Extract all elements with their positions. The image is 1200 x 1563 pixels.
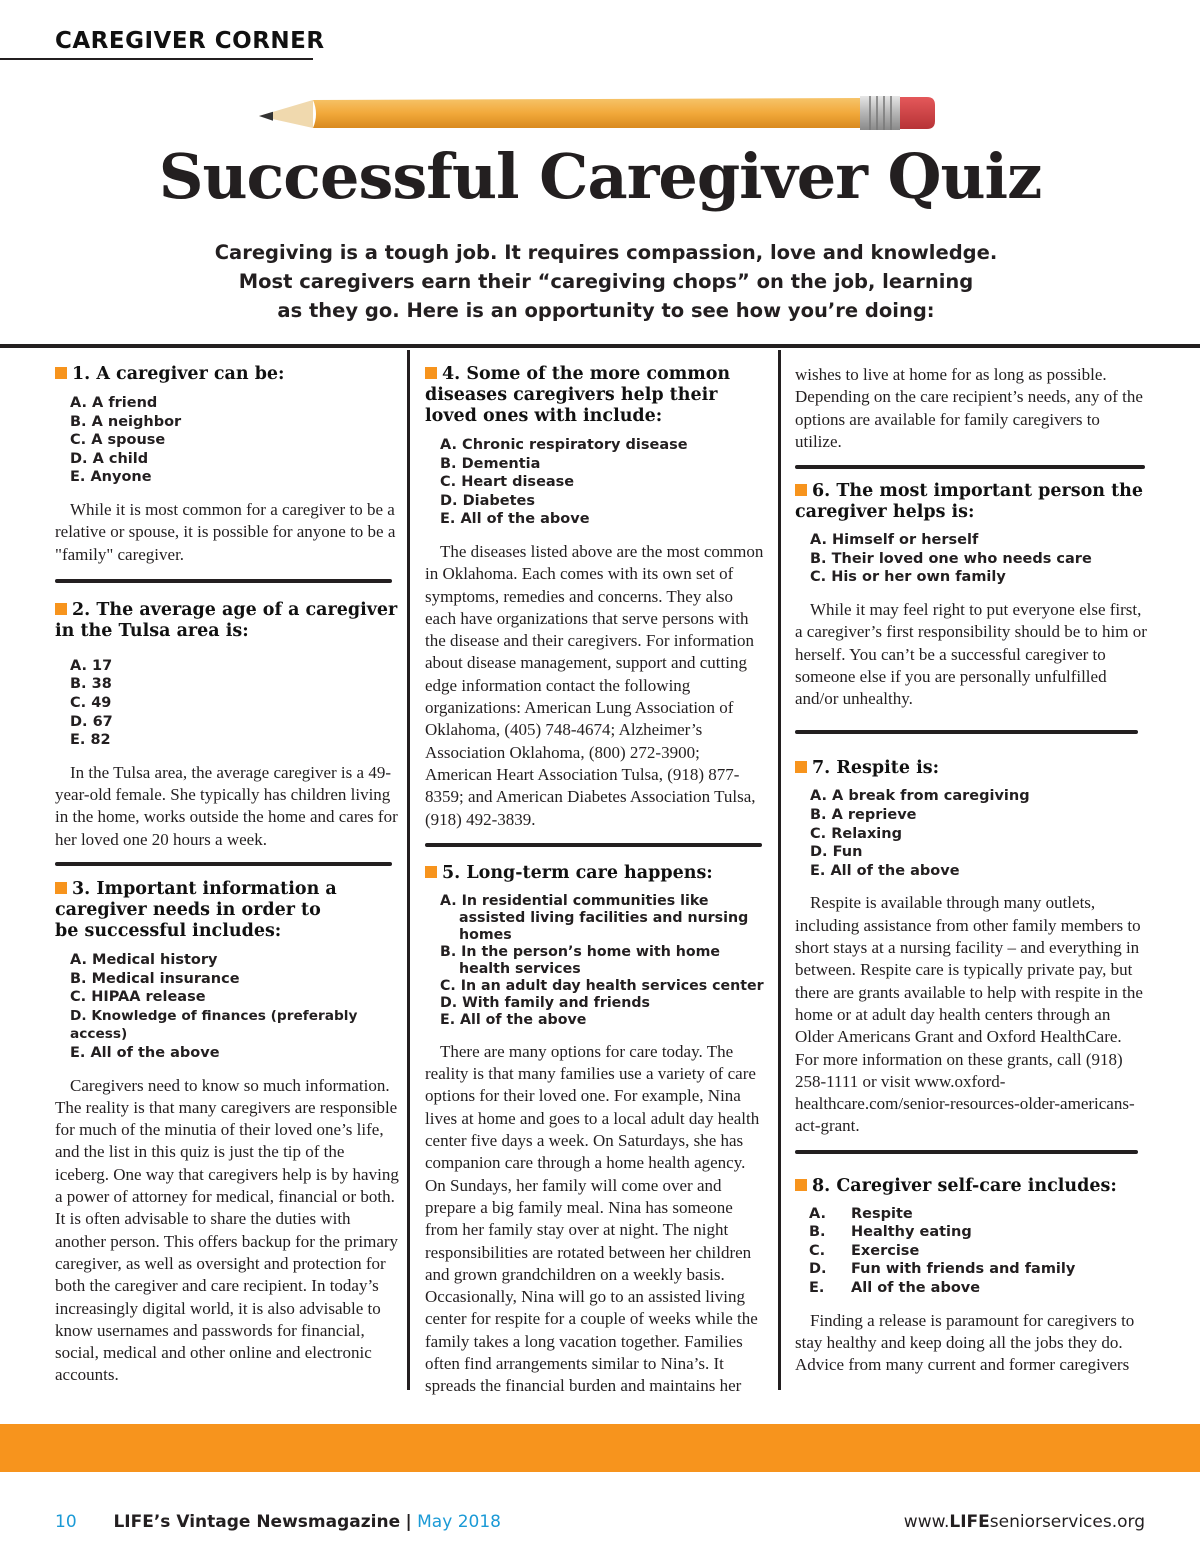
option: D. Diabetes: [440, 492, 535, 509]
option: E. Anyone: [70, 469, 152, 486]
section-divider: [795, 465, 1145, 469]
options-list: [70, 657, 400, 750]
option: A. Respite: [809, 1205, 913, 1222]
option: A. In residential communities like assisted living facilities and nursing homes: [440, 892, 749, 943]
column-divider: [407, 350, 410, 1390]
footer-url[interactable]: www.LIFEseniorservices.org: [903, 1512, 1145, 1532]
column-1: [55, 364, 400, 1387]
option: E. All of the above: [440, 511, 590, 528]
option: B. A reprieve: [810, 807, 917, 824]
square-bullet-icon: [795, 761, 807, 773]
pencil-icon: [255, 96, 945, 136]
option: A. A friend: [70, 395, 158, 411]
option: A. Chronic respiratory disease: [440, 437, 688, 453]
option: C. A spouse: [70, 432, 166, 449]
option: E. 82: [70, 732, 111, 749]
square-bullet-icon: [55, 603, 67, 615]
square-bullet-icon: [55, 882, 67, 894]
footer-left: [55, 1512, 501, 1532]
square-bullet-icon: [425, 367, 437, 379]
section-rule: [0, 58, 313, 60]
square-bullet-icon: [425, 866, 437, 878]
question-2: 2. The average age of a caregiver in the Tulsa area is:: [55, 599, 398, 641]
question-6: 6. The most important person the caregiver helps is:: [795, 481, 1144, 523]
option: D. Knowledge of finances (preferably access): [70, 1007, 358, 1043]
question-3: 3. Important information a caregiver needs in order to be successful includes:: [55, 879, 337, 942]
option: C. Exercise: [809, 1242, 920, 1259]
square-bullet-icon: [795, 484, 807, 496]
option: A. A break from caregiving: [810, 788, 1030, 805]
answer-text: Respite is available through many outlets, including assistance from other family members to short stays at a nursing facility – and everything in between. Respite care is typically private pay, but there are grants available to help with respite in the home or at adult day health centers through an Older Americans Grant and Oxford HealthCare. For more information on these grants, call (918) 258-1111 or visit www.oxford-healthcare.com/senior-resources-older-americans-act-grant.: [795, 893, 1143, 1136]
option: C. 49: [70, 695, 112, 712]
intro-text: [200, 238, 1012, 325]
answer-text: Finding a release is paramount for caregivers to stay healthy and keep doing all the jobs they do. Advice from many current and former caregivers: [795, 1310, 1135, 1375]
square-bullet-icon: [55, 367, 67, 379]
option: D. A child: [70, 450, 149, 467]
option: E. All of the above: [810, 862, 960, 879]
question-7: 7. Respite is:: [795, 758, 1147, 779]
column-divider: [778, 350, 781, 1390]
answer-text: While it may feel right to put everyone else first, a caregiver’s first responsibility should be to him or herself. You can’t be a successful caregiver to someone else if you are personally unfulfilled and/or unhealthy.: [795, 599, 1147, 709]
footer-separator: |: [405, 1512, 412, 1532]
page-title: Successful Caregiver Quiz: [158, 140, 1042, 213]
section-divider: [55, 579, 392, 583]
square-bullet-icon: [795, 1179, 807, 1191]
issue-date: May 2018: [417, 1512, 501, 1532]
option: B. In the person’s home with home health services: [440, 943, 720, 977]
option: B. 38: [70, 676, 112, 693]
option: C. HIPAA release: [70, 989, 206, 1006]
column-2: [425, 364, 768, 1398]
answer-text: In the Tulsa area, the average caregiver is a 49-year-old female. She typically has children living in the home, works outside the home and cares for her loved one 20 hours a week.: [55, 762, 398, 849]
option: C. In an adult day health services center: [440, 977, 764, 994]
options-list: [440, 893, 768, 1029]
options-list: [809, 1205, 1147, 1298]
section-divider: [425, 843, 762, 847]
option: A. Himself or herself: [810, 532, 979, 549]
option: D. 67: [70, 713, 113, 730]
answer-text: While it is most common for a caregiver to be a relative or spouse, it is possible for anyone to be a "family" caregiver.: [55, 499, 396, 564]
answer-text: The diseases listed above are the most common in Oklahoma. Each comes with its own set of symptoms, remedies and concerns. They also each have organizations that serve persons with the disease and their caregivers. For information about disease management, support and cutting edge information contact the following organizations: American Lung Association of Oklahoma, (405) 748-4674; Alzheimer’s Association Oklahoma, (800) 272-3900; American Heart Association Tulsa, (918) 877-8359; and American Diabetes Association Tulsa, (918) 492-3839.: [425, 541, 764, 829]
option: B. A neighbor: [70, 413, 182, 430]
option: C. Heart disease: [440, 474, 575, 491]
column-3: [795, 364, 1147, 1377]
publication-name: LIFE’s Vintage Newsmagazine: [113, 1512, 401, 1532]
option: B. Healthy eating: [809, 1224, 972, 1241]
footer-band: [0, 1424, 1200, 1472]
option: C. Relaxing: [810, 825, 902, 842]
options-list: [70, 394, 400, 487]
option: D. With family and friends: [440, 994, 651, 1011]
question-1: 1. A caregiver can be:: [55, 364, 400, 385]
question-5: 5. Long-term care happens:: [425, 863, 768, 884]
question-8: 8. Caregiver self-care includes:: [795, 1176, 1147, 1197]
page-number: 10: [55, 1512, 77, 1532]
option: E. All of the above: [70, 1044, 220, 1061]
answer-text-continued: wishes to live at home for as long as possible. Depending on the care recipient’s needs, any of the options are available for family caregivers to utilize.: [795, 365, 1143, 451]
option: C. His or her own family: [810, 569, 1006, 586]
options-list: [810, 531, 1147, 587]
option: E. All of the above: [809, 1280, 981, 1297]
top-rule: [0, 344, 1200, 348]
option: A. Medical history: [70, 952, 218, 969]
section-divider: [795, 730, 1138, 734]
section-divider: [55, 862, 392, 866]
options-list: [70, 951, 400, 1063]
option: B. Medical insurance: [70, 970, 240, 987]
options-list: [810, 787, 1147, 880]
option: E. All of the above: [440, 1011, 587, 1028]
option: D. Fun: [810, 844, 863, 861]
option: B. Their loved one who needs care: [810, 550, 1092, 567]
question-4: 4. Some of the more common diseases caregivers help their loved ones with include:: [425, 364, 731, 426]
options-list: [440, 436, 768, 529]
option: D. Fun with friends and family: [809, 1261, 1076, 1278]
intro-line: as they go. Here is an opportunity to see how you’re doing:: [277, 299, 935, 322]
section-divider: [795, 1150, 1138, 1154]
answer-text: There are many options for care today. The reality is that many families use a variety of care options for their loved one. For example, Nina lives at home and goes to a local adult day health center five days a week. On Saturdays, she has companion care through a home health agency. On Sundays, her family will come over and prepare a big family meal. Nina has someone from her family stay over at night. The night responsibilities are rotated between her children and grown grandchildren on a weekly basis. Occasionally, Nina will go to an assisted living center for respite for a couple of weeks while the family takes a long vacation together. Families often find arrangements similar to Nina’s. It spreads the financial burden and maintains her: [425, 1041, 760, 1396]
option: B. Dementia: [440, 455, 541, 472]
option: A. 17: [70, 657, 113, 674]
section-label: CAREGIVER CORNER: [55, 28, 325, 54]
intro-line: Most caregivers earn their “caregiving chops” on the job, learning: [238, 270, 974, 293]
intro-line: Caregiving is a tough job. It requires compassion, love and knowledge.: [214, 241, 998, 264]
answer-text: Caregivers need to know so much information. The reality is that many caregivers are responsible for much of the minutia of their loved one’s life, and the list in this quiz is just the tip of the iceberg. One way that caregivers help is by having a power of attorney for medical, financial or both. It is often advisable to share the duties with another person. This offers backup for the primary caregiver, as well as oversight and protection for both the caregiver and care recipient. In today’s increasingly digital world, it is also advisable to know usernames and passwords for financial, social, medical and other online and electronic accounts.: [55, 1075, 399, 1385]
